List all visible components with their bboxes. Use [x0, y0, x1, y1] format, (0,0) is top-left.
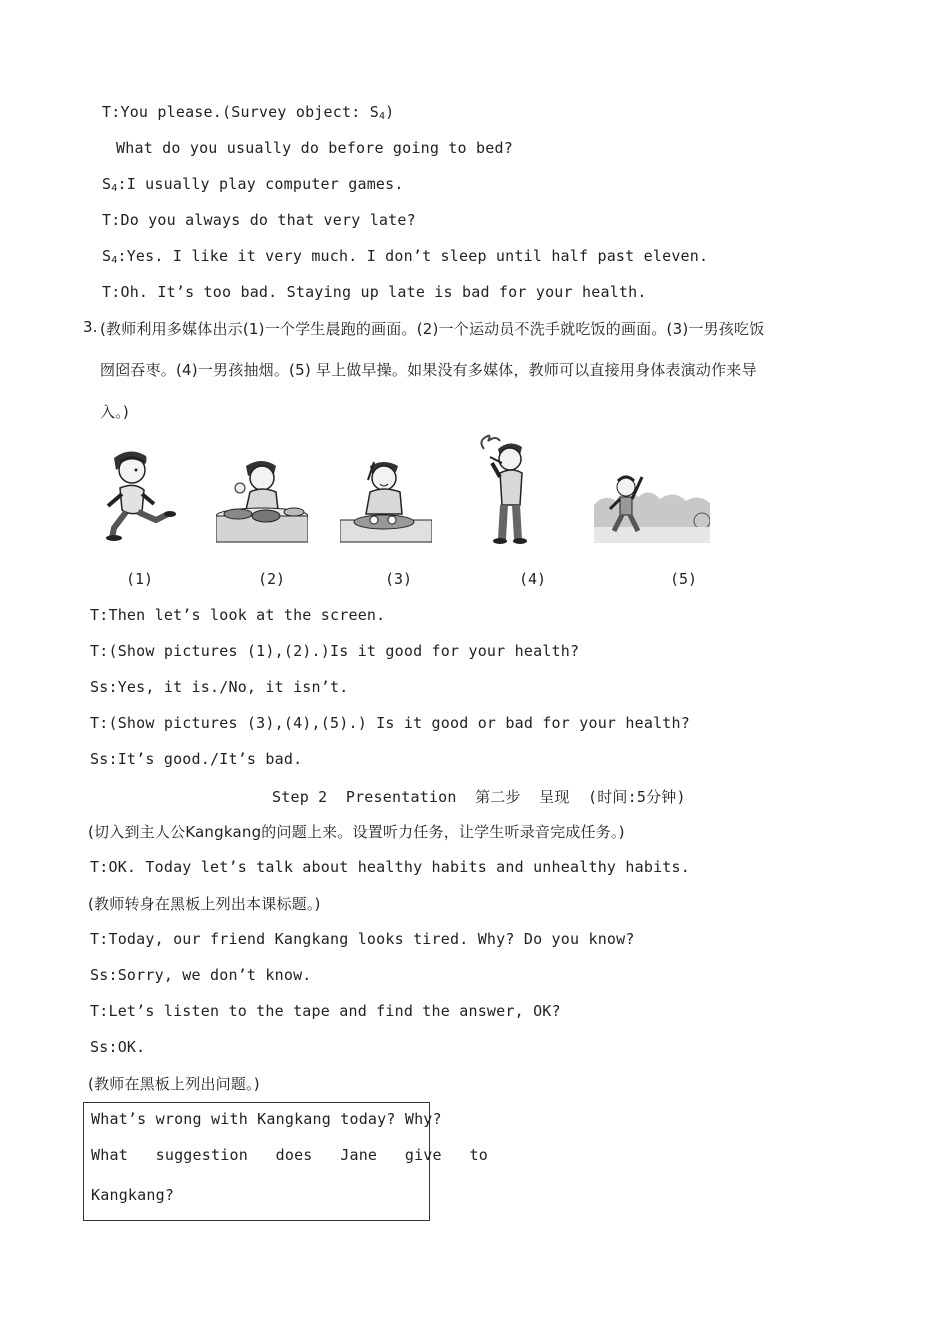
dialog-line: T:Do you always do that very late? — [102, 211, 416, 229]
dialog-line: T:You please.(Survey object: $S_4$) — [102, 103, 395, 122]
running-boy-illustration — [100, 448, 180, 543]
question-line: What suggestion does Jane give to — [91, 1146, 488, 1164]
picture-caption: (5) — [670, 570, 698, 588]
item-text: 囫囵吞枣。(4)一男孩抽烟。(5) 早上做早操。如果没有多媒体，教师可以直接用身体表演动作来导 — [100, 361, 757, 379]
question-line: Kangkang? — [91, 1186, 175, 1204]
morning-exercise-illustration — [594, 465, 710, 543]
dialog-line: Ss:Yes, it is./No, it isn’t. — [90, 678, 349, 696]
dialog-line: T:(Show pictures (1),(2).)Is it good for your health? — [90, 642, 580, 660]
dialog-line: T:Today, our friend Kangkang looks tired. Why? Do you know? — [90, 930, 635, 948]
dialog-line: T:Then let’s look at the screen. — [90, 606, 386, 624]
picture-caption: (2) — [258, 570, 286, 588]
boy-smoking-illustration — [476, 433, 532, 545]
teacher-note: (教师转身在黑板上列出本课标题。) — [88, 895, 321, 913]
picture-caption: (1) — [126, 570, 154, 588]
step-heading: Step 2 Presentation 第二步 呈现 (时间:5分钟) — [272, 788, 686, 806]
picture-caption: (4) — [519, 570, 547, 588]
item-text: (教师利用多媒体出示(1)一个学生晨跑的画面。(2)一个运动员不洗手就吃饭的画面。(3)一男孩吃饭 — [100, 320, 765, 338]
dialog-line: T:OK. Today let’s talk about healthy habits and unhealthy habits. — [90, 858, 690, 876]
dialog-line: What do you usually do before going to bed? — [116, 139, 513, 157]
item-number: 3. — [83, 318, 98, 336]
boy-eating-fast-illustration — [340, 458, 432, 544]
dialog-line: $S_4:Yes$. I like it very much. I don’t sleep until half past eleven. — [102, 247, 709, 266]
question-line: What’s wrong with Kangkang today? Why? — [91, 1110, 442, 1128]
dialog-line: T:Oh. It’s too bad. Staying up late is bad for your health. — [102, 283, 647, 301]
dialog-line: Ss:Sorry, we don’t know. — [90, 966, 312, 984]
dialog-line: $S_4:I$ usually play computer games. — [102, 175, 404, 194]
dialog-line: T:(Show pictures (3),(4),(5).) Is it good or bad for your health? — [90, 714, 690, 732]
teacher-note: (切入到主人公Kangkang的问题上来。设置听力任务，让学生听录音完成任务。) — [88, 823, 625, 841]
picture-caption: (3) — [385, 570, 413, 588]
boy-eating-illustration — [216, 458, 308, 544]
dialog-line: Ss:OK. — [90, 1038, 146, 1056]
item-text: 入。) — [100, 403, 129, 421]
dialog-line: Ss:It’s good./It’s bad. — [90, 750, 303, 768]
dialog-line: T:Let’s listen to the tape and find the answer, OK? — [90, 1002, 561, 1020]
teacher-note: (教师在黑板上列出问题。) — [88, 1075, 260, 1093]
